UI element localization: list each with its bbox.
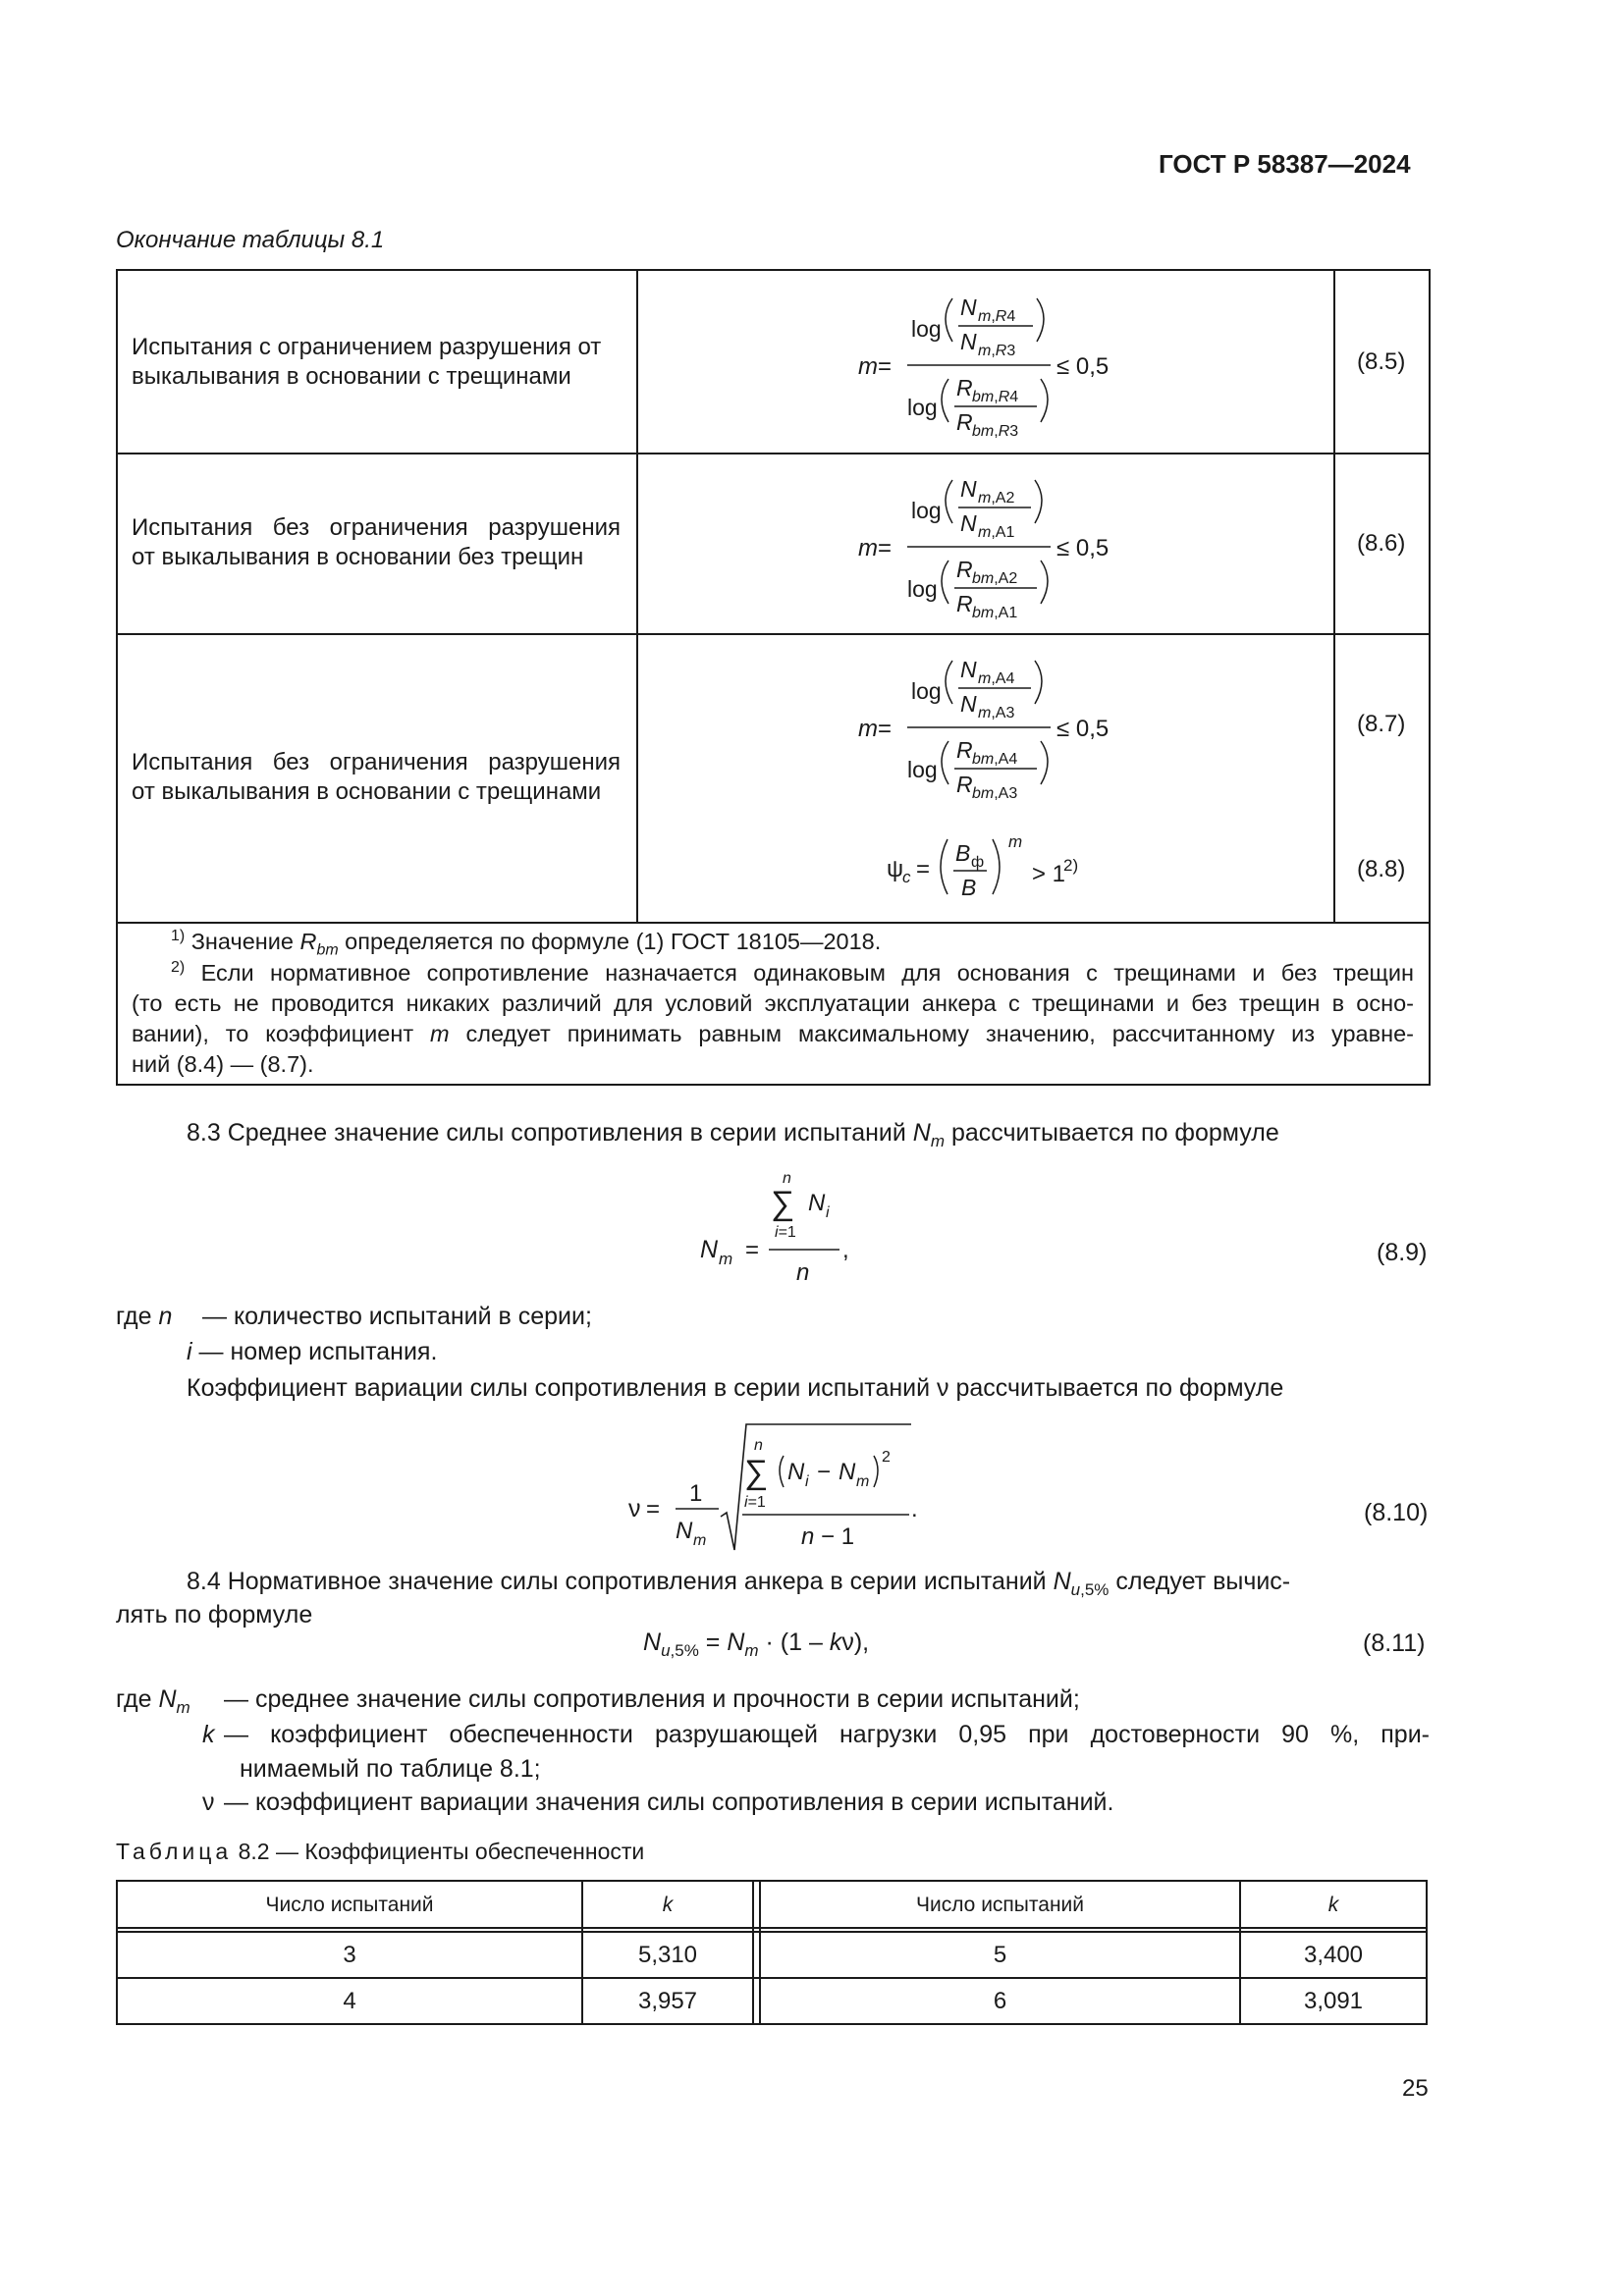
where-nm-line: где $N_m$ [116,1685,190,1717]
svg-text:∑: ∑ [771,1185,795,1222]
svg-text:m: m [719,1250,733,1268]
formula-8-8 [879,829,1114,908]
table-footnote-2-line2: (то есть не проводится никаких различий для условий эксплуатации анкера с трещинами и без трещин в осно- [132,990,1414,1016]
svg-text:≤ 0,5: ≤ 0,5 [1056,353,1110,380]
svg-text:N: N [960,294,977,320]
svg-text:bm,A1: bm,A1 [972,605,1018,621]
document-code: ГОСТ Р 58387—2024 [1159,149,1411,179]
svg-text:N: N [960,691,977,717]
svg-text:=: = [878,535,893,561]
svg-text:N: N [960,510,977,536]
where-nm-desc: — среднее значение силы сопротивления и прочности в серии испытаний; [224,1685,1080,1713]
section-8-3-text: 8.3 Среднее значение силы сопротивления в серии испытаний $N_m$ рассчитывается по формуле [187,1119,1279,1150]
equation-number-8-11: (8.11) [1363,1629,1426,1657]
svg-text:n − 1: n − 1 [801,1523,855,1550]
svg-text:N: N [676,1518,693,1544]
table-row-2-desc: Испытания без ограничения разрушения [132,514,621,541]
table-header-count-2: Число испытаний [915,1894,1085,1916]
svg-text:N: N [960,329,977,354]
equation-number-8-8: (8.8) [1357,856,1406,882]
where-k-desc-2: нимаемый по таблице 8.1; [240,1755,541,1783]
svg-text:=: = [646,1496,661,1522]
svg-text:i: i [826,1204,830,1221]
svg-text:bm,A2: bm,A2 [972,570,1018,587]
section-8-4-text-2: лять по формуле [116,1601,313,1629]
svg-text:n: n [796,1259,810,1286]
equation-number-8-7: (8.7) [1357,711,1406,737]
svg-text:N: N [960,476,977,502]
table-header-k-2: k [1327,1894,1339,1916]
svg-text:i: i [805,1473,809,1490]
svg-text:bm,A4: bm,A4 [972,751,1018,768]
svg-text:=: = [878,716,893,742]
svg-text:2): 2) [1063,856,1079,875]
table-cell: 4 [343,1988,356,2014]
table-footnote-2-line3: вании), то коэффициент m следует принимать равным максимальному значению, рассчитанному из уравне- [132,1021,1414,1046]
svg-text:m: m [1008,832,1023,851]
svg-text:log: log [907,576,938,602]
svg-text:log: log [911,316,942,342]
formula-8-6 [844,466,1159,633]
svg-text:∑: ∑ [744,1454,769,1491]
svg-text:m,A3: m,A3 [978,705,1015,721]
table-footnote-2-line1: $^{2)}$ Если нормативное сопротивление назначается одинаковым для основания с трещинами и без трещин [171,959,1415,986]
table-row-3-desc: Испытания без ограничения разрушения [132,749,621,775]
equation-number-8-9: (8.9) [1377,1239,1428,1266]
equation-number-8-10: (8.10) [1364,1499,1429,1526]
svg-text:bm,A3: bm,A3 [972,785,1018,802]
where-n-line: где n [116,1303,173,1330]
where-k-desc: — коэффициент обеспеченности разрушающей нагрузки 0,95 при достоверности 90 %, при- [224,1721,1430,1748]
svg-text:≤ 0,5: ≤ 0,5 [1056,535,1110,561]
svg-text:m,A1: m,A1 [978,524,1015,541]
svg-text:N: N [839,1459,856,1485]
svg-text:n: n [783,1170,791,1187]
svg-text:i=1: i=1 [744,1494,766,1511]
equation-number-8-5: (8.5) [1357,348,1406,375]
table-row-1-desc: Испытания с ограничением разрушения от выкалывания в основании с трещинами [132,334,602,390]
svg-text:R: R [956,375,973,400]
svg-text:R: R [956,591,973,616]
svg-text:m,R3: m,R3 [978,343,1016,359]
svg-text:≤ 0,5: ≤ 0,5 [1056,716,1110,742]
cv-text: Коэффициент вариации силы сопротивления в серии испытаний ν рассчитывается по формуле [187,1374,1284,1402]
table-cell: 3,091 [1303,1988,1364,2014]
svg-text:i=1: i=1 [775,1224,796,1241]
where-k-line: k [202,1721,215,1748]
svg-text:R: R [956,737,973,763]
svg-text:N: N [787,1459,805,1485]
svg-text:log: log [911,678,942,704]
table-cell: 3,957 [637,1988,698,2014]
svg-text:R: R [956,409,973,435]
table-cell: 3 [343,1942,356,1968]
svg-text:N: N [808,1190,826,1216]
table-cell: 5,310 [637,1942,698,1968]
where-i-line: i — номер испытания. [187,1338,438,1365]
svg-text:log: log [907,757,938,782]
formula-8-5 [844,285,1159,452]
svg-text:=: = [878,353,893,380]
svg-text:.: . [911,1496,918,1522]
svg-text:m: m [856,1473,870,1490]
table-header-k-1: k [662,1894,674,1916]
svg-text:2: 2 [882,1449,891,1466]
svg-text:=: = [916,856,931,882]
svg-text:n: n [754,1437,763,1454]
svg-text:ν: ν [628,1495,641,1522]
svg-text:log: log [911,498,942,523]
table-continuation-caption: Окончание таблицы 8.1 [116,227,385,253]
svg-text:R: R [956,557,973,582]
formula-8-10 [619,1418,933,1556]
table-cell: 5 [993,1942,1007,1968]
svg-text:bm,R4: bm,R4 [972,389,1019,405]
svg-text:ф: ф [971,854,985,871]
svg-text:bm,R3: bm,R3 [972,423,1019,440]
svg-text:N: N [700,1236,719,1263]
svg-text:log: log [907,395,938,420]
svg-text:B: B [955,840,971,866]
table-footnote-1: $^{1)}$ Значение $R_{bm}$ определяется по формуле (1) ГОСТ 18105—2018. [171,928,882,959]
where-v-desc: — коэффициент вариации значения силы сопротивления в серии испытаний. [224,1789,1114,1816]
svg-text:m: m [858,535,878,561]
svg-text:m,A4: m,A4 [978,670,1015,687]
svg-text:m: m [858,716,878,742]
table-footnote-2-line4: ний (8.4) — (8.7). [132,1051,314,1077]
svg-text:1: 1 [689,1480,703,1507]
page-number: 25 [1402,2075,1429,2102]
svg-text:B: B [961,875,977,900]
svg-text:N: N [960,657,977,682]
where-v-line: ν [202,1789,215,1816]
svg-text:m: m [858,353,878,380]
section-8-4-text: 8.4 Нормативное значение силы сопротивления анкера в серии испытаний $N_{u,5\%}$ следует вычис- [187,1568,1291,1599]
table-cell: 3,400 [1303,1942,1364,1968]
table-cell: 6 [993,1988,1007,2014]
svg-text:=: = [745,1237,760,1263]
table-row-2-desc-2: от выкалывания в основании без трещин [132,544,584,570]
svg-text:−: − [817,1459,832,1485]
svg-text:m: m [693,1532,707,1549]
table-8-2 [116,1880,1428,2025]
table-header-count-1: Число испытаний [265,1894,434,1916]
equation-number-8-6: (8.6) [1357,530,1406,557]
svg-text:> 1: > 1 [1032,861,1066,887]
formula-8-9 [692,1163,889,1291]
svg-text:m,A2: m,A2 [978,490,1015,507]
svg-text:,: , [842,1237,849,1263]
formula-8-11: $N_{u,5\%} = N_m \cdot (1 - k\nu)$, [643,1629,870,1660]
svg-text:R: R [956,772,973,797]
table-8-2-caption: Таблица 8.2 — Коэффициенты обеспеченности [116,1839,645,1864]
where-n-desc: — количество испытаний в серии; [202,1303,592,1330]
svg-text:ψ: ψ [887,856,904,882]
table-row-3-desc-2: от выкалывания в основании с трещинами [132,778,602,805]
svg-text:m,R4: m,R4 [978,308,1016,325]
svg-text:c: c [902,868,911,886]
formula-8-7 [844,647,1159,814]
